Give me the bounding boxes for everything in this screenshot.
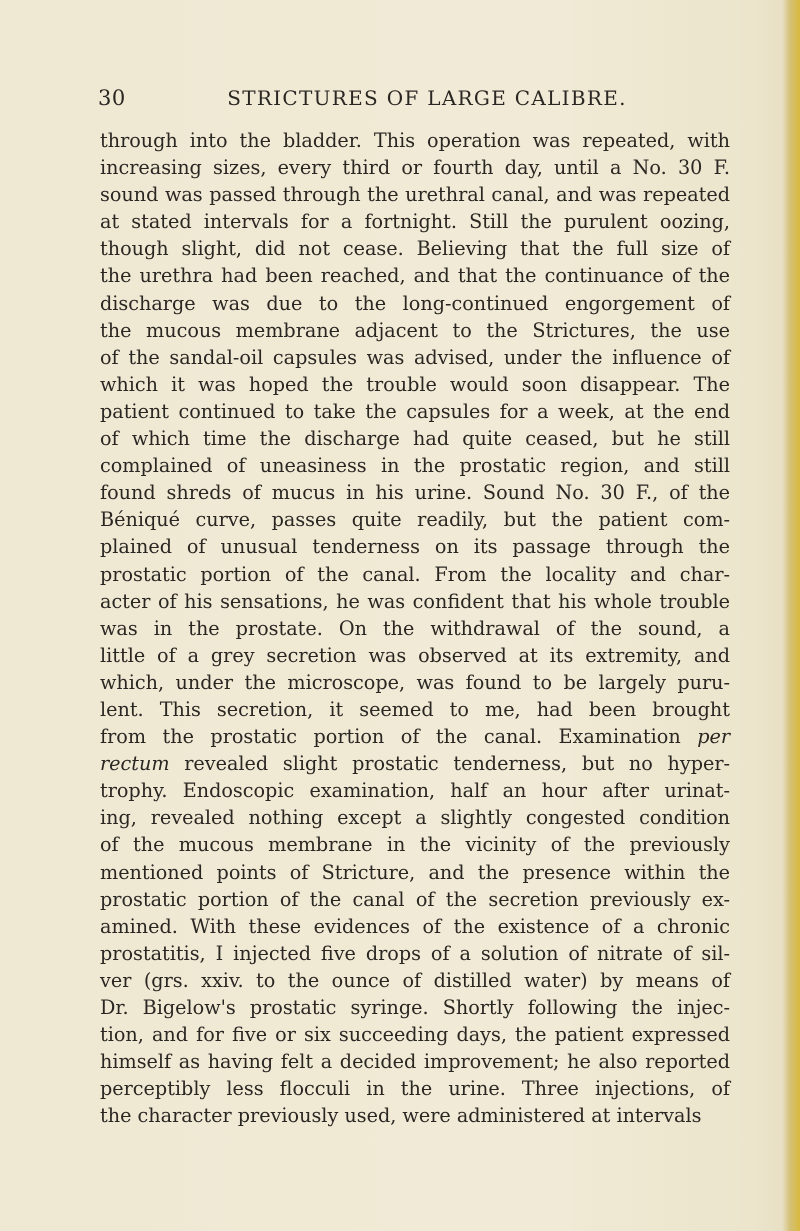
text-line: patient continued to take the capsules for a week, at the end [100, 399, 730, 423]
text-line: the mucous membrane adjacent to the Strictures, the use [100, 318, 730, 342]
text-line: prostatitis, I injected five drops of a solution of nitrate of sil- [100, 941, 730, 965]
text-line: of the sandal-oil capsules was advised, under the influence of [100, 345, 730, 369]
text-line: little of a grey secretion was observed at its extremity, and [100, 643, 730, 667]
text-line: amined. With these evidences of the existence of a chronic [100, 914, 730, 938]
text-line: sound was passed through the urethral canal, and was repeated [100, 183, 730, 207]
text-line: of which time the discharge had quite ceased, but he still [100, 427, 730, 451]
text-line: though slight, did not cease. Believing that the full size of [100, 237, 730, 261]
italic-term: per [697, 725, 730, 749]
body-text [100, 127, 730, 1129]
page-edge [782, 0, 800, 1231]
text-line: Dr. Bigelow's prostatic syringe. Shortly following the injec- [100, 996, 730, 1019]
page-header [98, 86, 728, 118]
text-line [100, 723, 730, 750]
text-line: of the mucous membrane in the vicinity of the previously [100, 833, 730, 857]
text-line: prostatic portion of the canal. From the locality and char- [100, 562, 730, 586]
text-line: which, under the microscope, was found to be largely puru- [100, 670, 730, 694]
text-line: through into the bladder. This operation was repeated, with [100, 129, 730, 152]
text-line: plained of unusual tenderness on its passage through the [100, 535, 730, 559]
text-line: acter of his sensations, he was confident that his whole trouble [100, 589, 730, 613]
text-line: ver (grs. xxiv. to the ounce of distilled water) by means of [100, 968, 730, 992]
text-line: discharge was due to the long-continued engorgement of [100, 291, 730, 315]
text-line: which it was hoped the trouble would soon disappear. The [100, 372, 730, 396]
text-line [100, 750, 730, 777]
text-segment: revealed slight prostatic tenderness, but no hyper- [169, 752, 730, 776]
italic-term: rectum [100, 752, 170, 776]
text-line: found shreds of mucus in his urine. Sound No. 30 F., of the [100, 481, 730, 505]
text-line: prostatic portion of the canal of the secretion previously ex- [100, 887, 730, 911]
text-line: Béniqué curve, passes quite readily, but the patient com- [100, 508, 730, 532]
text-line: increasing sizes, every third or fourth day, until a No. 30 F. [100, 156, 730, 180]
text-line: trophy. Endoscopic examination, half an hour after urinat- [100, 779, 730, 803]
text-line: mentioned points of Stricture, and the presence within the [100, 860, 730, 884]
text-line: ing, revealed nothing except a slightly congested condition [100, 806, 730, 830]
running-head: STRICTURES OF LARGE CALIBRE. [227, 86, 627, 110]
text-line: perceptibly less flocculi in the urine. Three injections, of [100, 1077, 730, 1101]
text-line: was in the prostate. On the withdrawal of the sound, a [100, 616, 730, 640]
text-line: the urethra had been reached, and that the continuance of the [100, 264, 730, 288]
text-line: tion, and for five or six succeeding days, the patient expressed [100, 1023, 730, 1047]
text-line: at stated intervals for a fortnight. Still the purulent oozing, [100, 210, 730, 234]
text-line: the character previously used, were administered at intervals [100, 1104, 702, 1128]
text-line: lent. This secretion, it seemed to me, had been brought [100, 697, 730, 721]
text-line: himself as having felt a decided improvement; he also reported [100, 1050, 730, 1074]
text-segment: from the prostatic portion of the canal. Examination [100, 725, 698, 749]
text-line: complained of uneasiness in the prostatic region, and still [100, 454, 730, 478]
page-number: 30 [98, 86, 126, 110]
